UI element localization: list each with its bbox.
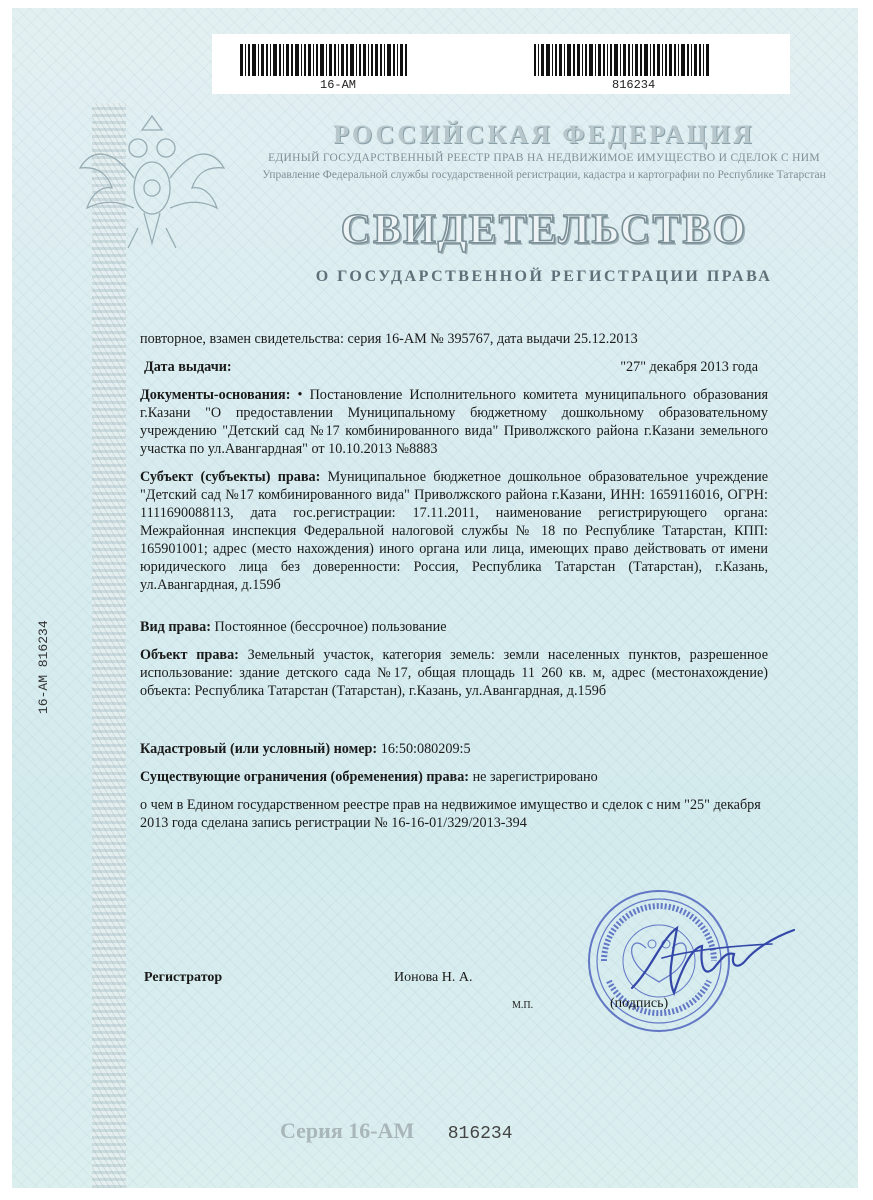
double-headed-eagle-emblem-icon [72,108,232,258]
cadastral-value: 16:50:080209:5 [377,741,471,757]
barcode-right-number: 816234 [612,78,656,92]
authority-heading: Управление Федеральной службы государственной регистрации, кадастра и картографии по Республике Татарстан [262,169,826,181]
encumbrance-value: не зарегистрировано [469,769,598,785]
certificate-body [140,330,768,842]
security-side-band [92,103,126,1188]
barcode-strip [212,34,790,94]
side-serial-number: 16-АМ 816234 [36,620,51,714]
documents-label: Документы-основания: [140,387,291,403]
issue-date-row [144,358,768,376]
registrar-label: Регистратор [144,970,223,985]
documents-value: • Постановление Исполнительного комитета муниципального образования г.Казани "О предоставлении Муниципальному бюджетному дошкольному образовательному учреждению "Детский сад №17 комбинированного вида" Приволжского района г.Казани земельного участка по ул.Авангардная" от 10.10.2013 №8883 [140,387,768,457]
registration-record: о чем в Едином государственном реестре прав на недвижимое имущество и сделок с ним "25" декабря 2013 года сделана запись регистрации № 16-16-01/329/2013-394 [140,797,761,831]
cadastral-label: Кадастровый (или условный) номер: [140,741,378,757]
right-type-label: Вид права: [140,619,211,635]
certificate-title: СВИДЕТЕЛЬСТВО [340,207,748,253]
signature-label: (подпись) [610,996,669,1011]
reissue-line: повторное, взамен свидетельства: серия 16-АМ № 395767, дата выдачи 25.12.2013 [140,331,638,347]
subject-paragraph [140,468,768,594]
country-heading: РОССИЙСКАЯ ФЕДЕРАЦИЯ [333,120,755,149]
certificate-paper [12,8,858,1188]
right-type-paragraph [140,618,768,636]
subject-label: Субъект (субъекты) права: [140,469,321,485]
cadastral-paragraph [140,740,768,758]
object-label: Объект права: [140,647,239,663]
series-number: 816234 [447,1124,513,1144]
series-footer [280,1118,513,1144]
encumbrance-label: Существующие ограничения (обременения) права: [140,769,470,785]
object-value: Земельный участок, категория земель: земли населенных пунктов, разрешенное использование: здание детского сада №17, общая площадь 11 260 кв. м, адрес (местонахождение) объекта: Республика Татарстан (Татарстан), г.Казань, ул.Авангардная, д.159б [140,647,768,699]
series-label: Серия 16-АМ [280,1118,415,1143]
issue-date-value: "27" декабря 2013 года [620,359,758,375]
documents-paragraph [140,386,768,458]
stamp-place-label: М.П. [512,1000,534,1011]
barcode-left [240,44,409,76]
subject-value: Муниципальное бюджетное дошкольное образовательное учреждение "Детский сад №17 комбинированного вида" Приволжского района г.Казани, ИНН: 1659116016, ОГРН: 1111690088113, дата гос.регистрации: 17.11.2011, наименование регистрирующего органа: Межрайонная инспекция Федеральной налоговой службы № 18 по Республике Татарстан, КПП: 165901001; адрес (место нахождения) иного органа или лица, имеющих право действовать от имени юридического лица без доверенности: Россия, Республика Татарстан (Татарстан), г.Казань, ул.Авангардная, д.159б [140,469,769,593]
encumbrance-paragraph [140,768,768,786]
right-type-value: Постоянное (бессрочное) пользование [211,619,447,635]
issue-date-label: Дата выдачи: [144,359,232,375]
barcode-left-number: 16-АМ [320,78,357,92]
certificate-subtitle: О ГОСУДАРСТВЕННОЙ РЕГИСТРАЦИИ ПРАВА [315,268,773,285]
registry-heading: ЕДИНЫЙ ГОСУДАРСТВЕННЫЙ РЕЕСТР ПРАВ НА НЕДВИЖИМОЕ ИМУЩЕСТВО И СДЕЛОК С НИМ [268,152,820,164]
object-paragraph [140,646,768,700]
barcode-right [534,44,711,76]
registrar-name: Ионова Н. А. [394,970,473,985]
